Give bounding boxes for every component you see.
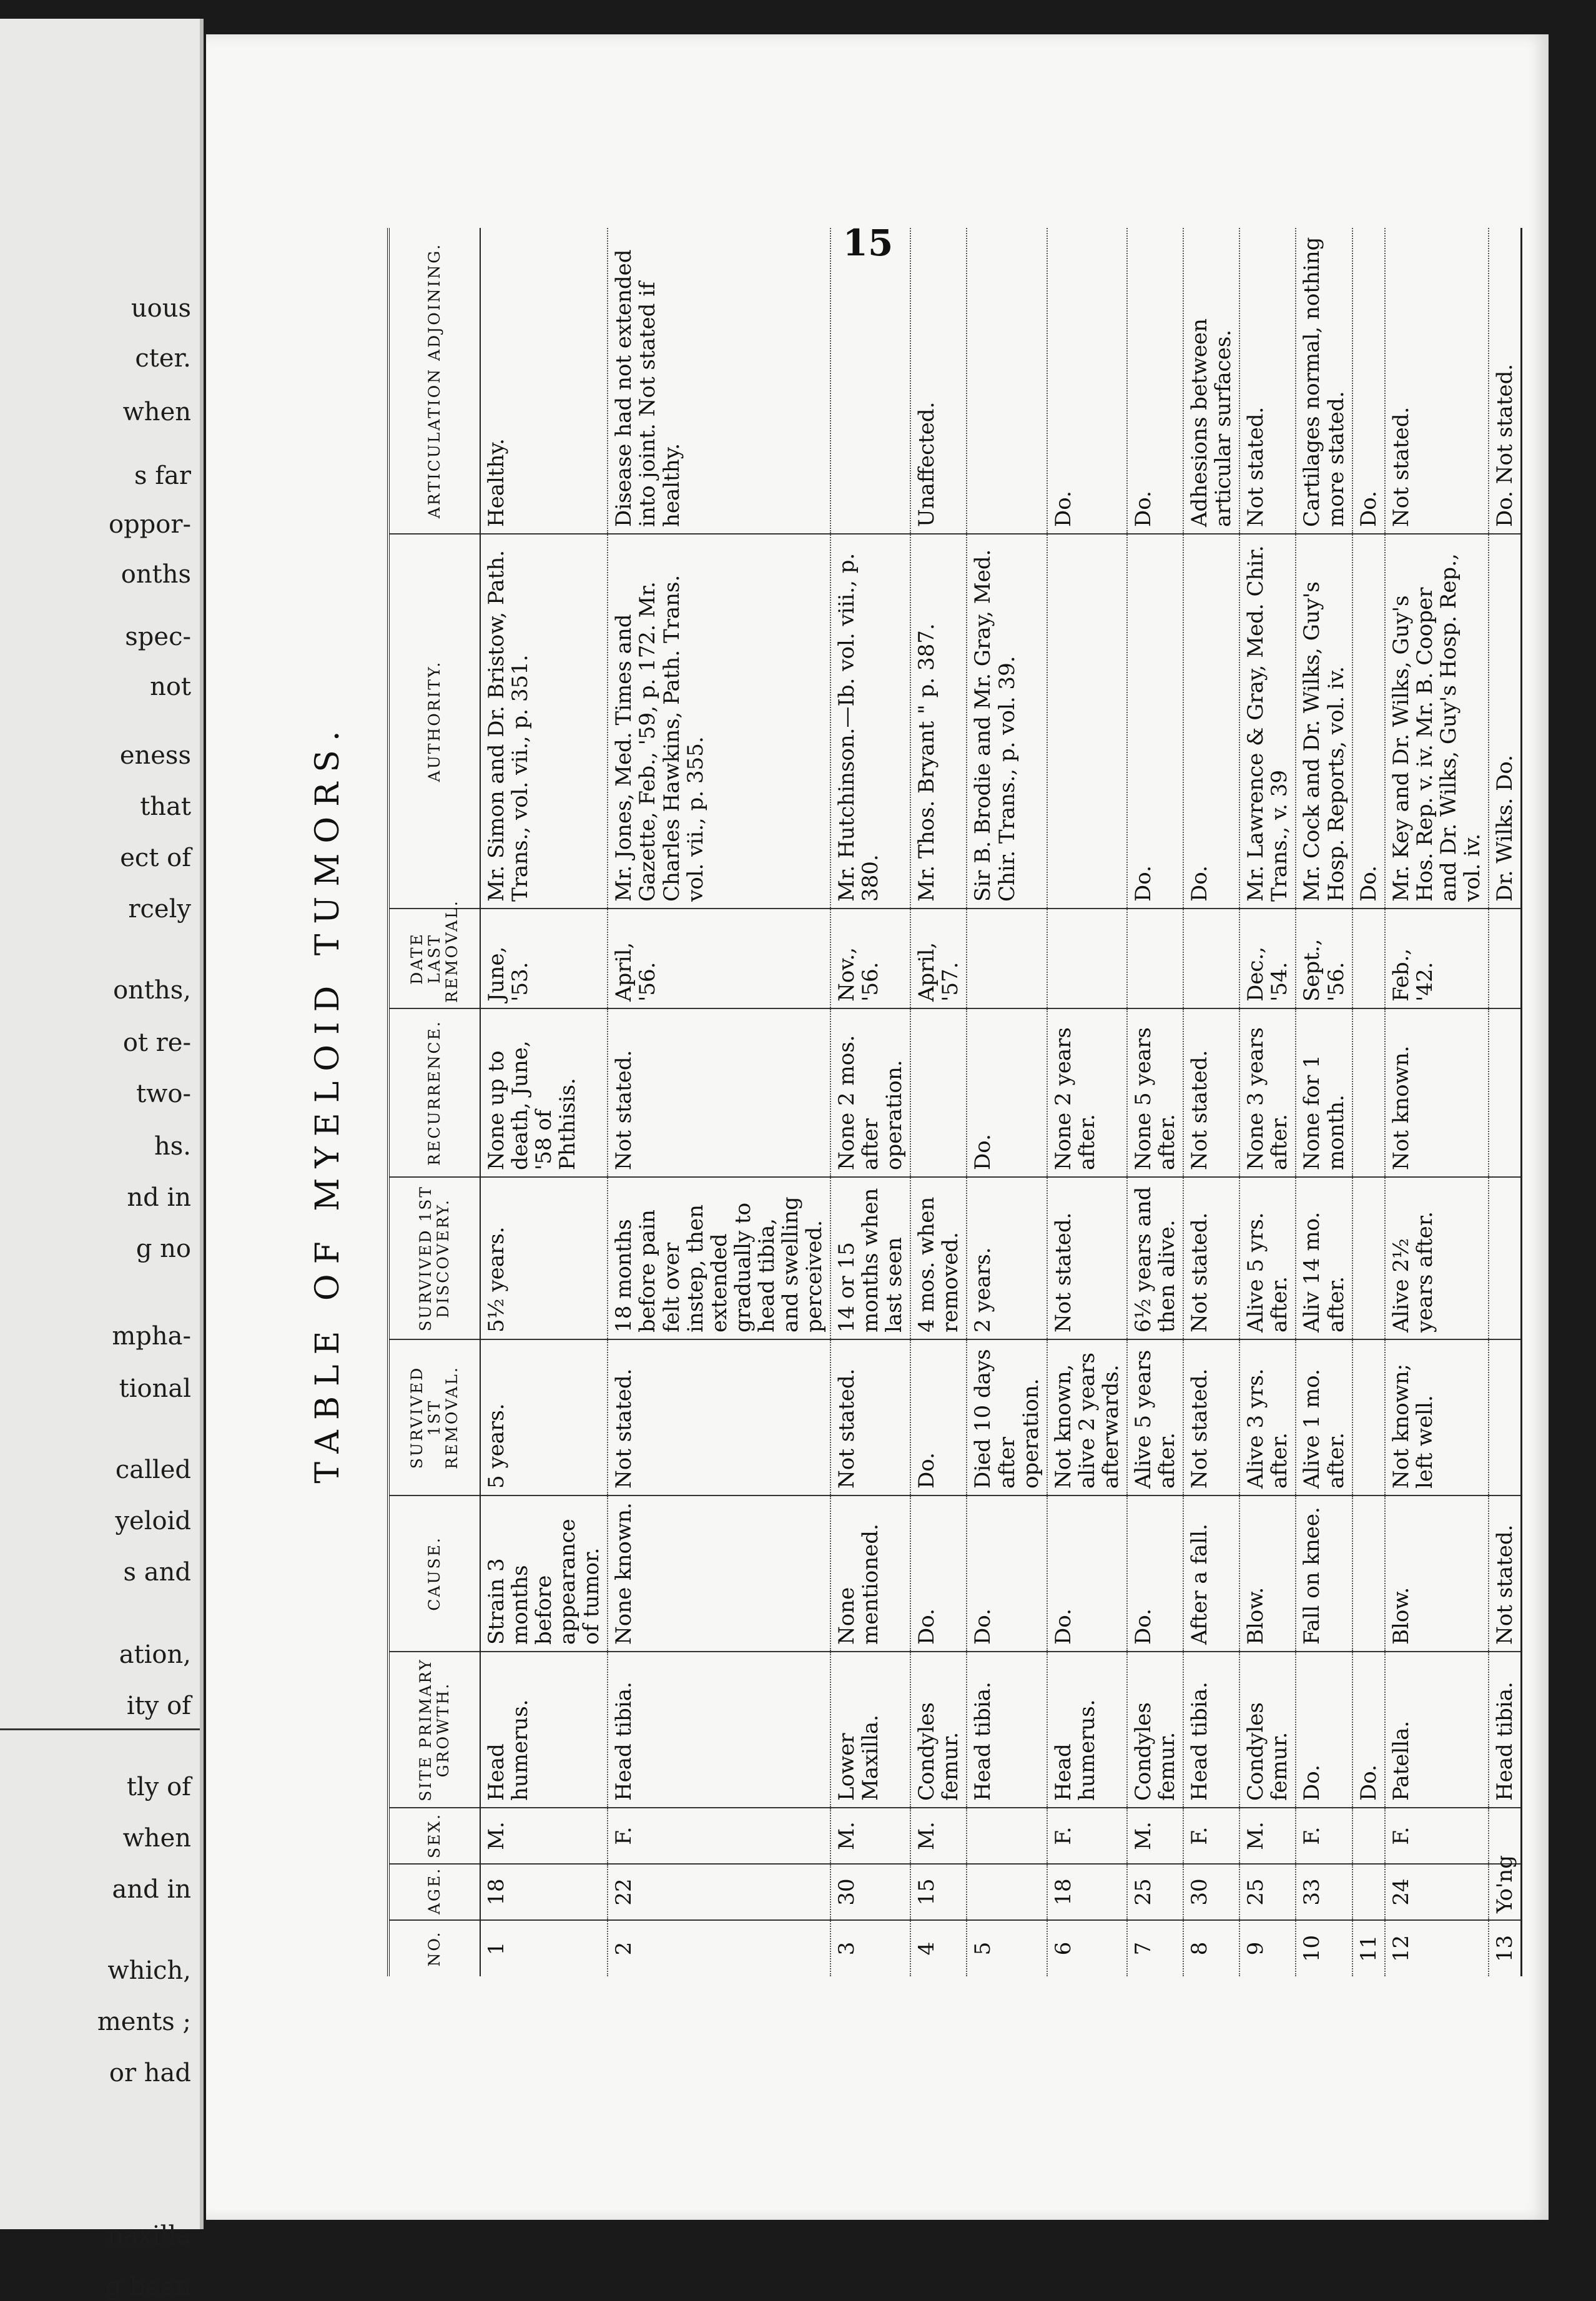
facing-page-text-fragment: when xyxy=(122,1824,191,1853)
facing-page-text-fragment: spec- xyxy=(125,623,191,651)
cell-age: 25 xyxy=(1127,1864,1183,1920)
cell-sex: F. xyxy=(1047,1808,1127,1864)
cell-discovery: 6½ years and then alive. xyxy=(1127,1177,1183,1339)
cell-cause: Strain 3 months before appearance of tumor. xyxy=(480,1495,608,1652)
cell-recurrence: None 2 years after. xyxy=(1047,1008,1127,1177)
table-title: TABLE OF MYELOID TUMORS. xyxy=(309,721,347,1484)
table-row xyxy=(1489,228,1522,1976)
cell-no: 6 xyxy=(1047,1920,1127,1976)
cell-no: 5 xyxy=(967,1920,1047,1976)
cell-date xyxy=(1183,909,1239,1008)
cell-articulation: Do. Not stated. xyxy=(1489,228,1522,534)
cell-discovery: Not stated. xyxy=(1047,1177,1127,1339)
facing-page-text-fragment: mpha- xyxy=(112,1322,191,1351)
cell-no: 3 xyxy=(830,1920,910,1976)
facing-page-text-fragment: tional xyxy=(119,1374,191,1403)
column-header: SURVIVED 1ST DISCOVERY. xyxy=(388,1177,480,1339)
facing-page-text-fragment: yeloid xyxy=(115,1507,191,1535)
cell-no: 9 xyxy=(1239,1920,1296,1976)
cell-removal xyxy=(1489,1339,1522,1495)
facing-page-text-fragment: and in xyxy=(112,1875,191,1904)
cell-articulation: Do. xyxy=(1352,228,1385,534)
cell-date xyxy=(1127,909,1183,1008)
facing-page-text-fragment: onths xyxy=(121,560,191,589)
page-number: 15 xyxy=(842,222,894,264)
cell-date: Sept., '56. xyxy=(1296,909,1352,1008)
cell-discovery: Alive 2½ years after. xyxy=(1385,1177,1489,1339)
cell-date: Nov., '56. xyxy=(830,909,910,1008)
cell-age: 24 xyxy=(1385,1864,1489,1920)
cell-sex xyxy=(967,1808,1047,1864)
cell-site: Head tibia. xyxy=(967,1652,1047,1808)
cell-date xyxy=(1352,909,1385,1008)
rotated-table-frame xyxy=(293,228,1517,1976)
cell-site: Do. xyxy=(1352,1652,1385,1808)
cell-removal: Alive 1 mo. after. xyxy=(1296,1339,1352,1495)
cell-no: 7 xyxy=(1127,1920,1183,1976)
cell-site: Head tibia. xyxy=(608,1652,830,1808)
cell-recurrence: None 5 years after. xyxy=(1127,1008,1183,1177)
cell-sex: M. xyxy=(830,1808,910,1864)
cell-recurrence: Not stated. xyxy=(1183,1008,1239,1177)
cell-discovery: 5½ years. xyxy=(480,1177,608,1339)
cell-site: Head humerus. xyxy=(480,1652,608,1808)
facing-page-text-fragment: hs. xyxy=(154,1132,191,1161)
cell-articulation: Not stated. xyxy=(1239,228,1296,534)
table-row xyxy=(480,228,608,1976)
cell-authority: Do. xyxy=(1127,534,1183,909)
table-row xyxy=(1296,228,1352,1976)
cell-sex: M. xyxy=(1127,1808,1183,1864)
facing-page-text-fragment: g been xyxy=(105,2272,191,2301)
cell-sex: F. xyxy=(1385,1808,1489,1864)
cell-site: Lower Maxilla. xyxy=(830,1652,910,1808)
cell-cause: Fall on knee. xyxy=(1296,1495,1352,1652)
column-header: SEX. xyxy=(388,1808,480,1864)
facing-page-text-fragment: naxilla xyxy=(107,2221,191,2250)
cell-recurrence: None 2 mos. after operation. xyxy=(830,1008,910,1177)
cell-age: 15 xyxy=(910,1864,967,1920)
cell-discovery: 2 years. xyxy=(967,1177,1047,1339)
cell-no: 11 xyxy=(1352,1920,1385,1976)
cell-sex xyxy=(1352,1808,1385,1864)
column-header: RECURRENCE. xyxy=(388,1008,480,1177)
cell-sex: M. xyxy=(910,1808,967,1864)
cell-site: Condyles femur. xyxy=(910,1652,967,1808)
facing-page-text-fragment: ity of xyxy=(126,1692,191,1720)
cell-age xyxy=(1352,1864,1385,1920)
cell-sex: M. xyxy=(1239,1808,1296,1864)
facing-page-text-fragment: not xyxy=(150,673,191,701)
table-row xyxy=(1385,228,1489,1976)
cell-recurrence: Do. xyxy=(967,1008,1047,1177)
cell-recurrence: None up to death, June, '58 of Phthisis. xyxy=(480,1008,608,1177)
cell-site: Condyles femur. xyxy=(1239,1652,1296,1808)
cell-age: 33 xyxy=(1296,1864,1352,1920)
cell-articulation: Healthy. xyxy=(480,228,608,534)
facing-page-text-fragment: eness xyxy=(119,741,191,770)
myeloid-tumors-table xyxy=(387,228,1522,1976)
facing-page-text-fragment: or had xyxy=(109,2059,191,2087)
column-header: AGE. xyxy=(388,1864,480,1920)
facing-page-text-fragment: tly of xyxy=(126,1773,191,1801)
facing-page-text-fragment: ect of xyxy=(120,844,191,872)
cell-site: Condyles femur. xyxy=(1127,1652,1183,1808)
cell-no: 10 xyxy=(1296,1920,1352,1976)
table-row xyxy=(830,228,910,1976)
column-header: NO. xyxy=(388,1920,480,1976)
cell-age: 22 xyxy=(608,1864,830,1920)
cell-discovery xyxy=(1489,1177,1522,1339)
facing-page-text-fragment: which, xyxy=(107,1956,191,1985)
cell-date xyxy=(1489,909,1522,1008)
facing-page-text-fragment: oppor- xyxy=(108,510,191,539)
cell-articulation xyxy=(830,228,910,534)
column-header: SITE PRIMARY GROWTH. xyxy=(388,1652,480,1808)
cell-articulation: Disease had not extended into joint. Not stated if healthy. xyxy=(608,228,830,534)
cell-removal: Not stated. xyxy=(1183,1339,1239,1495)
facing-page-text-fragment: s and xyxy=(123,1558,191,1587)
cell-authority: Dr. Wilks. Do. xyxy=(1489,534,1522,909)
table-row xyxy=(1047,228,1127,1976)
table-row xyxy=(1352,228,1385,1976)
cell-no: 1 xyxy=(480,1920,608,1976)
facing-page-fragment xyxy=(0,19,204,2301)
cell-removal xyxy=(1352,1339,1385,1495)
cell-no: 12 xyxy=(1385,1920,1489,1976)
cell-age: 30 xyxy=(830,1864,910,1920)
cell-articulation: Adhesions between articular surfaces. xyxy=(1183,228,1239,534)
table-row xyxy=(1239,228,1296,1976)
cell-authority: Mr. Key and Dr. Wilks, Guy's Hos. Rep. v. iv. Mr. B. Cooper and Dr. Wilks, Guy's Hosp. Rep., vol. iv. xyxy=(1385,534,1489,909)
cell-recurrence: Not known. xyxy=(1385,1008,1489,1177)
cell-date xyxy=(967,909,1047,1008)
cell-no: 4 xyxy=(910,1920,967,1976)
cell-removal: Not known; left well. xyxy=(1385,1339,1489,1495)
cell-authority: Do. xyxy=(1183,534,1239,909)
cell-authority: Mr. Cock and Dr. Wilks, Guy's Hosp. Reports, vol. iv. xyxy=(1296,534,1352,909)
cell-authority xyxy=(1047,534,1127,909)
cell-no: 13 xyxy=(1489,1920,1522,1976)
facing-page-text-fragment: two- xyxy=(136,1080,191,1108)
cell-authority: Sir B. Brodie and Mr. Gray, Med. Chir. Trans., p. vol. 39. xyxy=(967,534,1047,909)
facing-page-text-fragment: g no xyxy=(135,1234,191,1263)
cell-cause: None mentioned. xyxy=(830,1495,910,1652)
cell-authority: Mr. Lawrence & Gray, Med. Chir. Trans., v. 39 xyxy=(1239,534,1296,909)
cell-removal: Do. xyxy=(910,1339,967,1495)
cell-recurrence xyxy=(910,1008,967,1177)
cell-cause: Blow. xyxy=(1385,1495,1489,1652)
cell-age: 25 xyxy=(1239,1864,1296,1920)
facing-page-text-fragment: ation, xyxy=(119,1640,191,1669)
facing-page-text-fragment: nd in xyxy=(127,1183,191,1212)
cell-removal: Alive 3 yrs. after. xyxy=(1239,1339,1296,1495)
cell-site: Head tibia. xyxy=(1183,1652,1239,1808)
cell-sex: F. xyxy=(1296,1808,1352,1864)
table-row xyxy=(608,228,830,1976)
cell-discovery: 4 mos. when removed. xyxy=(910,1177,967,1339)
cell-cause: After a fall. xyxy=(1183,1495,1239,1652)
cell-removal: 5 years. xyxy=(480,1339,608,1495)
facing-page-text-fragment: rcely xyxy=(128,895,191,924)
cell-date: Feb., '42. xyxy=(1385,909,1489,1008)
facing-page-text-fragment: uous xyxy=(131,294,191,323)
cell-recurrence: Not stated. xyxy=(608,1008,830,1177)
cell-discovery: Alive 5 yrs. after. xyxy=(1239,1177,1296,1339)
cell-articulation: Do. xyxy=(1047,228,1127,534)
cell-removal: Not stated. xyxy=(608,1339,830,1495)
cell-authority: Mr. Simon and Dr. Bristow, Path. Trans., vol. vii., p. 351. xyxy=(480,534,608,909)
cell-articulation: Cartilages normal, nothing more stated. xyxy=(1296,228,1352,534)
cell-cause: Blow. xyxy=(1239,1495,1296,1652)
facing-page-rule xyxy=(0,1728,200,1730)
facing-page-text-fragment: ot re- xyxy=(122,1028,191,1057)
column-header: ARTICULATION ADJOINING. xyxy=(388,228,480,534)
cell-cause xyxy=(1352,1495,1385,1652)
cell-articulation xyxy=(967,228,1047,534)
table-row xyxy=(967,228,1047,1976)
cell-authority: Mr. Hutchinson.—Ib. vol. viii., p. 380. xyxy=(830,534,910,909)
column-header: AUTHORITY. xyxy=(388,534,480,909)
cell-discovery: 14 or 15 months when last seen xyxy=(830,1177,910,1339)
cell-cause: Do. xyxy=(1047,1495,1127,1652)
cell-age: 18 xyxy=(1047,1864,1127,1920)
cell-discovery xyxy=(1352,1177,1385,1339)
cell-discovery: Not stated. xyxy=(1183,1177,1239,1339)
facing-page-text-fragment: onths, xyxy=(113,976,191,1005)
cell-recurrence xyxy=(1489,1008,1522,1177)
cell-discovery: 18 months before pain felt over instep, then extended gradually to head tibia, and swelling perceived. xyxy=(608,1177,830,1339)
cell-date: Dec., '54. xyxy=(1239,909,1296,1008)
table-row xyxy=(1127,228,1183,1976)
cell-removal: Not known, alive 2 years afterwards. xyxy=(1047,1339,1127,1495)
facing-page-text-fragment: when xyxy=(122,398,191,426)
cell-age: 18 xyxy=(480,1864,608,1920)
cell-date: June, '53. xyxy=(480,909,608,1008)
cell-removal: Died 10 days after operation. xyxy=(967,1339,1047,1495)
book-page xyxy=(206,34,1549,2220)
cell-removal: Alive 5 years after. xyxy=(1127,1339,1183,1495)
cell-authority: Mr. Thos. Bryant " p. 387. xyxy=(910,534,967,909)
cell-site: Do. xyxy=(1296,1652,1352,1808)
facing-page-text-fragment: ments ; xyxy=(97,2008,191,2036)
cell-articulation: Unaffected. xyxy=(910,228,967,534)
column-header: CAUSE. xyxy=(388,1495,480,1652)
cell-no: 8 xyxy=(1183,1920,1239,1976)
cell-cause: Do. xyxy=(910,1495,967,1652)
cell-sex: M. xyxy=(480,1808,608,1864)
cell-articulation: Do. xyxy=(1127,228,1183,534)
cell-authority: Mr. Jones, Med. Times and Gazette, Feb., '59, p. 172. Mr. Charles Hawkins, Path. Trans. vol. vii., p. 355. xyxy=(608,534,830,909)
table-row xyxy=(1183,228,1239,1976)
cell-recurrence: None for 1 month. xyxy=(1296,1008,1352,1177)
cell-cause: Not stated. xyxy=(1489,1495,1522,1652)
cell-date xyxy=(1047,909,1127,1008)
cell-site: Head humerus. xyxy=(1047,1652,1127,1808)
cell-age xyxy=(967,1864,1047,1920)
cell-sex: F. xyxy=(1183,1808,1239,1864)
table-header-row xyxy=(388,228,480,1976)
cell-recurrence: None 3 years after. xyxy=(1239,1008,1296,1177)
cell-age: 30 xyxy=(1183,1864,1239,1920)
cell-age: Yo'ng xyxy=(1489,1864,1522,1920)
cell-cause: Do. xyxy=(967,1495,1047,1652)
cell-authority: Do. xyxy=(1352,534,1385,909)
facing-page-text-fragment: called xyxy=(115,1456,191,1484)
cell-sex: F. xyxy=(608,1808,830,1864)
cell-date: April, '56. xyxy=(608,909,830,1008)
table-row xyxy=(910,228,967,1976)
cell-recurrence xyxy=(1352,1008,1385,1177)
facing-page-text-fragment: s far xyxy=(134,461,191,490)
cell-cause: None known. xyxy=(608,1495,830,1652)
cell-no: 2 xyxy=(608,1920,830,1976)
table-body xyxy=(480,228,1522,1976)
column-header: SURVIVED 1ST REMOVAL. xyxy=(388,1339,480,1495)
cell-site: Patella. xyxy=(1385,1652,1489,1808)
facing-page-text-fragment: that xyxy=(140,792,191,821)
cell-site: Head tibia. xyxy=(1489,1652,1522,1808)
cell-removal: Not stated. xyxy=(830,1339,910,1495)
cell-date: April, '57. xyxy=(910,909,967,1008)
cell-discovery: Aliv 14 mo. after. xyxy=(1296,1177,1352,1339)
facing-page-text-fragment: cter. xyxy=(135,344,191,373)
cell-cause: Do. xyxy=(1127,1495,1183,1652)
cell-articulation: Not stated. xyxy=(1385,228,1489,534)
column-header: DATE LAST REMOVAL. xyxy=(388,909,480,1008)
